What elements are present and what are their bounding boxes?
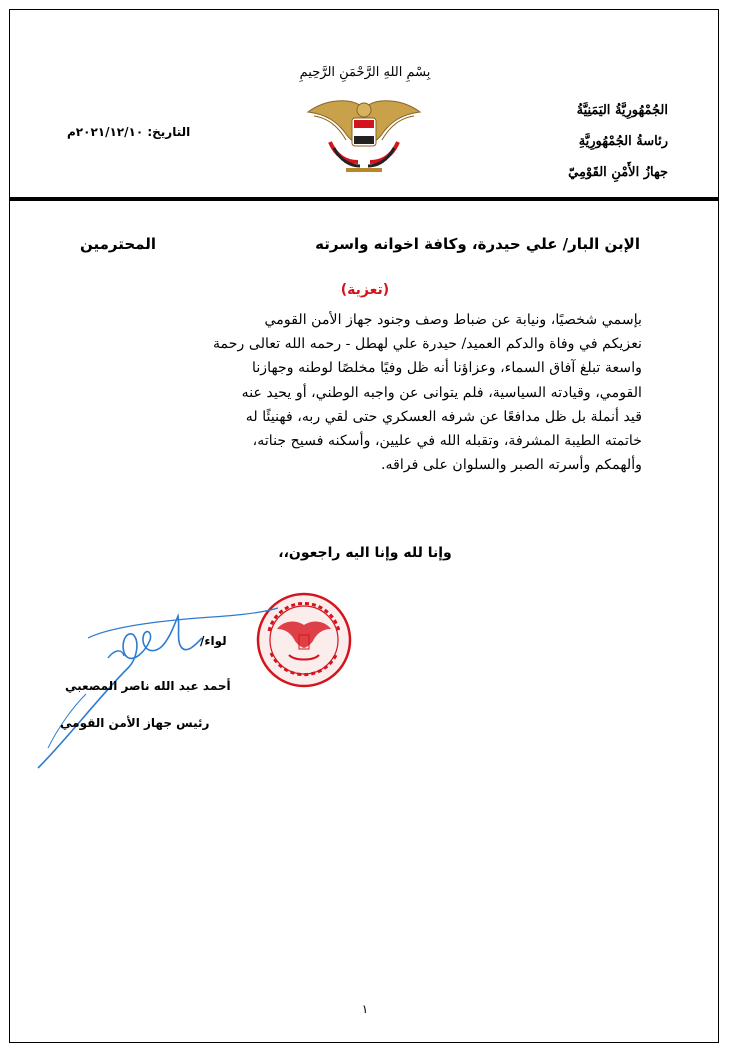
- body-line: القومي، وقيادته السياسية، فلم يتوانى عن واجبه الوطني، أو يحيد عنه: [241, 384, 642, 401]
- date-label: التاريخ:: [147, 125, 191, 139]
- eagle-emblem-icon: [306, 90, 422, 176]
- subject-heading: (تعزية): [340, 282, 390, 298]
- org-line-agency: جهازُ الأَمْنِ القَوْمِيّ: [568, 165, 668, 180]
- signer-title: رئيس جهاز الأمن القومي: [60, 716, 210, 730]
- addressee-line: [80, 235, 640, 253]
- addressee-honorific: المحترمين: [80, 235, 157, 253]
- addressee-name: الإبن البار/ علي حيدرة، وكافة اخوانه واسرته: [315, 235, 640, 253]
- organization-header: [568, 95, 668, 188]
- body-line: وألهمكم وأسرته الصبر والسلوان على فراقه.: [380, 457, 642, 474]
- org-line-country: الجُمْهُورِيَّةُ اليَمَنِيَّةُ: [576, 103, 668, 118]
- date-value: ٢٠٢١/١٢/١٠م: [67, 125, 144, 139]
- body-line: نعزيكم في وفاة والدكم العميد/ حيدرة علي لهطل - رحمه الله تعالى رحمة: [212, 336, 642, 353]
- signer-name: أحمد عبد الله ناصر المصعبي: [65, 679, 231, 693]
- body-line: خاتمته الطيبة المشرفة، وتقبله الله في عليين، وأسكنه فسيح جناته،: [252, 433, 642, 450]
- document-page: [9, 9, 719, 1043]
- body-line: واسعة تبلغ آفاق السماء، وعزاؤنا أنه ظل وفيًا مخلصًا لوطنه وجهازنا: [252, 360, 642, 377]
- org-line-presidency: رئاسةُ الجُمْهُورِيَّةِ: [578, 134, 668, 149]
- signer-rank: لواء/: [200, 634, 227, 648]
- basmala: بِسْمِ اللهِ الرَّحْمَنِ الرَّحِيمِ: [299, 65, 431, 80]
- body-line: بإسمي شخصيًا، ونيابة عن ضباط وصف وجنود جهاز الأمن القومي: [264, 312, 642, 328]
- header-divider: [10, 197, 718, 201]
- closing-phrase: وإنا لله وإنا اليه راجعون،،: [278, 545, 452, 561]
- page-number: ١: [361, 1002, 369, 1016]
- date-line: [67, 125, 190, 139]
- body-line: قيد أنملة بل ظل مدافعًا عن شرفه العسكري حتى لقي ربه، فهنيئًا له: [245, 408, 642, 425]
- letter-body: [74, 308, 642, 477]
